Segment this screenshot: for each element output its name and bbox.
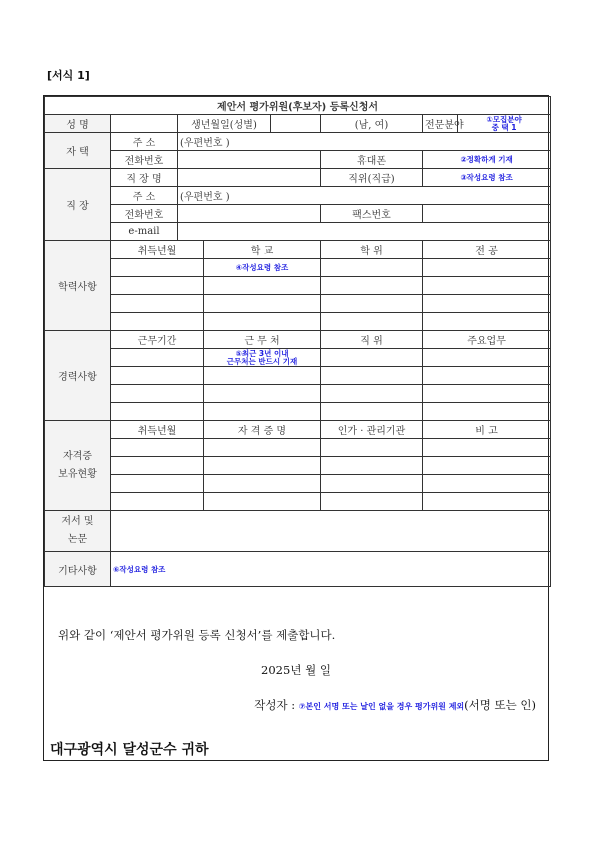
career-cell[interactable] [423,385,551,403]
home-address-label: 주 소 [111,133,178,151]
education-header-date: 취득년월 [111,241,204,259]
form-title: 제안서 평가위원(후보자) 등록신청서 [45,97,551,115]
name-label: 성 명 [45,115,111,133]
career-cell[interactable] [111,385,204,403]
career-cell[interactable] [111,367,204,385]
license-cell[interactable] [423,475,551,493]
license-cell[interactable] [321,439,423,457]
email-label: e-mail [111,223,178,241]
education-cell[interactable] [321,259,423,277]
fax-field[interactable] [423,205,551,223]
license-cell[interactable] [204,475,321,493]
education-cell[interactable] [111,295,204,313]
addressee: 대구광역시 달성군수 귀하 [50,742,209,758]
work-address-label: 주 소 [111,187,178,205]
education-cell[interactable] [423,313,551,331]
license-cell[interactable] [423,457,551,475]
home-section-label: 자 택 [45,133,111,169]
signature-field[interactable]: (서명 또는 인) [464,698,536,712]
license-cell[interactable] [321,457,423,475]
education-cell[interactable] [321,295,423,313]
papers-field[interactable] [111,511,551,552]
education-cell[interactable] [321,277,423,295]
license-section-label [45,421,111,511]
form-number-label: [서식 1] [47,69,90,82]
license-header-name: 자 격 증 명 [204,421,321,439]
birth-label: 생년월일(성별) [178,115,271,133]
education-cell[interactable] [204,259,321,277]
career-note-line2: 근무처는 반드시 기재 [226,356,298,366]
mobile-label: 휴대폰 [321,151,423,169]
writer-label: 작성자 : [254,698,299,712]
education-cell[interactable] [423,295,551,313]
work-phone-field[interactable] [178,205,321,223]
name-field[interactable] [111,115,178,133]
license-cell[interactable] [111,439,204,457]
career-cell[interactable] [423,403,551,421]
education-header-school: 학 교 [204,241,321,259]
home-phone-label: 전화번호 [111,151,178,169]
education-cell[interactable] [423,259,551,277]
career-header-workplace: 근 무 처 [204,331,321,349]
license-header-agency: 인가 · 관리기관 [321,421,423,439]
specialty-note: ①모집분야 중 택 1 [486,114,522,132]
mobile-field[interactable] [423,151,551,169]
education-header-degree: 학 위 [321,241,423,259]
date-text[interactable]: 2025년 월 일 [261,663,331,677]
specialty-label: 전문분야 [423,115,458,133]
position-field[interactable] [423,169,551,187]
education-cell[interactable] [204,277,321,295]
education-cell[interactable] [111,259,204,277]
license-cell[interactable] [423,493,551,511]
mobile-note: ②정확하게 기재 [460,155,513,164]
fax-label: 팩스번호 [321,205,423,223]
work-address-field[interactable]: (우편번호 ) [178,187,551,205]
license-label-line2: 보유현황 [58,468,97,480]
education-note: ④작성요령 참조 [235,263,289,272]
license-cell[interactable] [111,457,204,475]
career-cell[interactable] [111,403,204,421]
position-label: 직위(직급) [321,169,423,187]
other-note: ⑥작성요령 참조 [113,564,166,574]
career-cell[interactable] [321,367,423,385]
education-cell[interactable] [423,277,551,295]
career-note-line1: ⑤최근 3년 이내 [235,348,289,358]
education-cell[interactable] [321,313,423,331]
declaration-text: 위와 같이 ‘제안서 평가위원 등록 신청서’를 제출합니다. [58,628,336,642]
papers-label-line2: 논문 [67,534,88,545]
company-field[interactable] [178,169,321,187]
position-note: ③작성요령 참조 [460,173,513,182]
career-header-position: 직 위 [321,331,423,349]
license-cell[interactable] [204,493,321,511]
career-cell[interactable] [204,367,321,385]
career-cell[interactable] [111,349,204,367]
home-address-field[interactable]: (우편번호 ) [178,133,551,151]
education-section-label: 학력사항 [45,241,111,331]
papers-label-line1: 저서 및 [61,516,94,527]
gender-text: (남, 여) [321,115,423,133]
license-cell[interactable] [111,493,204,511]
home-phone-field[interactable] [178,151,321,169]
company-label: 직 장 명 [111,169,178,187]
license-cell[interactable] [204,439,321,457]
career-section-label: 경력사항 [45,331,111,421]
career-cell[interactable] [423,367,551,385]
license-header-remarks: 비 고 [423,421,551,439]
career-cell[interactable] [321,403,423,421]
career-cell[interactable] [204,385,321,403]
license-label-line1: 자격증 [63,450,92,462]
career-cell[interactable] [204,349,321,367]
writer-note: ⑦본인 서명 또는 날인 없을 경우 평가위원 제외 [298,702,465,711]
career-cell[interactable] [423,349,551,367]
papers-label [45,511,111,552]
career-cell[interactable] [321,349,423,367]
work-section-label: 직 장 [45,169,111,241]
registration-form [43,95,549,761]
education-cell[interactable] [204,313,321,331]
license-cell[interactable] [321,493,423,511]
career-cell[interactable] [321,385,423,403]
work-phone-label: 전화번호 [111,205,178,223]
form-table [44,96,551,587]
license-cell[interactable] [321,475,423,493]
license-cell[interactable] [423,439,551,457]
education-cell[interactable] [111,313,204,331]
education-cell[interactable] [204,295,321,313]
license-cell[interactable] [204,457,321,475]
birth-field[interactable] [271,115,321,133]
writer-line [254,697,536,713]
education-cell[interactable] [111,277,204,295]
specialty-field[interactable] [458,115,551,133]
email-field[interactable] [178,223,551,241]
career-header-period: 근무기간 [111,331,204,349]
career-header-duty: 주요업무 [423,331,551,349]
other-label: 기타사항 [45,552,111,587]
license-header-date: 취득년월 [111,421,204,439]
career-cell[interactable] [204,403,321,421]
education-header-major: 전 공 [423,241,551,259]
license-cell[interactable] [111,475,204,493]
other-field[interactable] [111,552,551,587]
